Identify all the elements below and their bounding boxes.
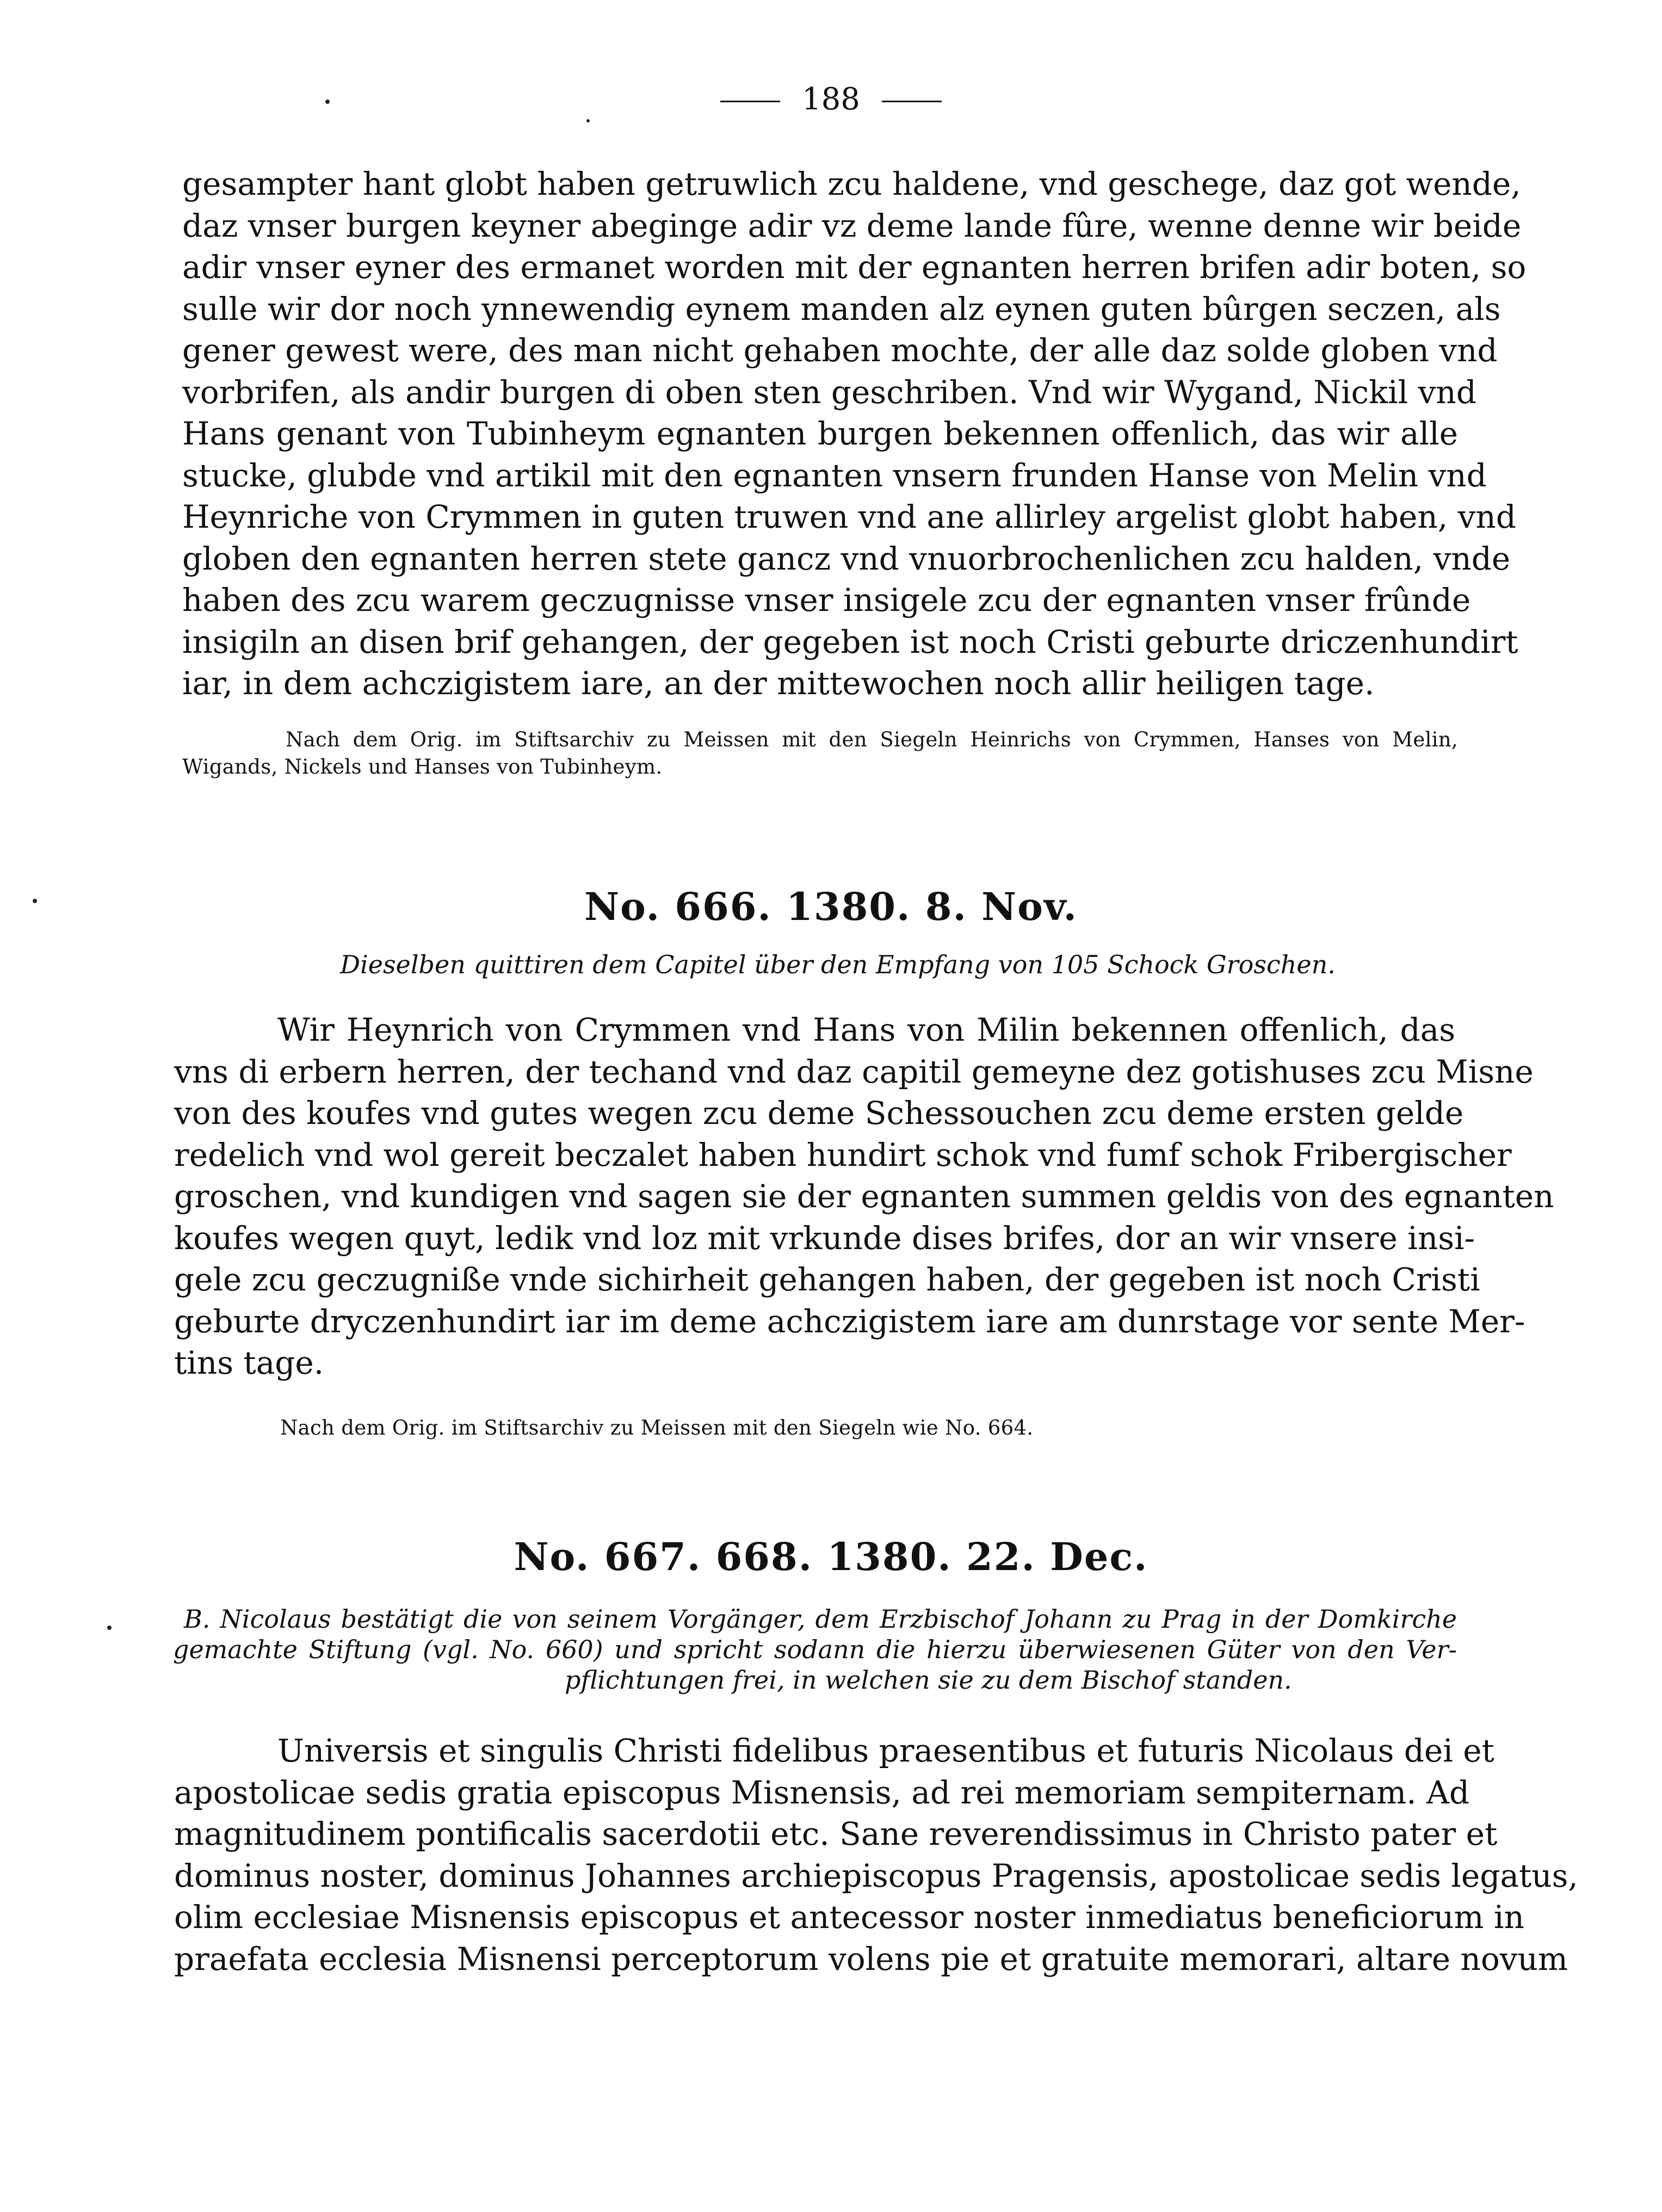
continuation-text xyxy=(182,163,1527,705)
page-number: 188 xyxy=(802,82,860,117)
text-line: insigiln an disen brif gehangen, der gegeben ist noch Cristi geburte driczenhundirt xyxy=(182,623,1518,660)
text-line: von des koufes vnd gutes wegen zcu deme Schessouchen zcu deme ersten gelde xyxy=(174,1095,1464,1132)
text-line: gener gewest were, des man nicht gehaben mochte, der alle daz solde globen vnd xyxy=(182,332,1498,369)
text-line: Hans genant von Tubinheym egnanten burgen bekennen offenlich, das wir alle xyxy=(182,415,1458,452)
text-line: stucke, glubde vnd artikil mit den egnanten vnsern frunden Hanse von Melin vnd xyxy=(182,456,1487,494)
note-line: Nach dem Orig. im Stiftsarchiv zu Meissen mit den Siegeln Heinrichs von Crymmen, Hanses von Melin, xyxy=(286,728,1458,751)
summary-text xyxy=(173,1604,1457,1695)
text-line: Universis et singulis Christi fidelibus praesentibus et futuris Nicolaus dei et xyxy=(277,1732,1494,1769)
scan-speck xyxy=(586,119,590,122)
summary-text: Dieselben quittiren dem Capitel über den Empfang von 105 Schock Groschen. xyxy=(340,950,1336,979)
text-line: Wir Heynrich von Crymmen vnd Hans von Milin bekennen offenlich, das xyxy=(277,1011,1455,1048)
text-line: redelich vnd wol gereit beczalet haben hundirt schok vnd fumf schok Fribergischer xyxy=(174,1136,1512,1173)
document-note-666 xyxy=(280,1414,1455,1442)
text-line: koufes wegen quyt, ledik vnd loz mit vrkunde dises brifes, dor an wir vnsere insi- xyxy=(174,1219,1475,1257)
document-paragraph xyxy=(174,1009,1554,1384)
text-line: iar, in dem achczigistem iare, an der mittewochen noch allir heiligen tage. xyxy=(182,665,1375,702)
document-paragraph xyxy=(174,1730,1578,1980)
document-heading-666: No. 666. 1380. 8. Nov. xyxy=(584,884,1078,929)
text-line: groschen, vnd kundigen vnd sagen sie der egnanten summen geldis von des egnanten xyxy=(174,1178,1554,1215)
text-line: olim ecclesiae Misnensis episcopus et antecessor noster inmediatus beneficiorum in xyxy=(174,1899,1524,1936)
text-line: gele zcu geczugniße vnde sichirheit gehangen haben, der gegeben ist noch Cristi xyxy=(174,1261,1480,1298)
source-note: Nach dem Orig. im Stiftsarchiv zu Meissen mit den Siegeln wie No. 664. xyxy=(280,1416,1034,1439)
text-line: vns di erbern herren, der techand vnd daz capitil gemeyne dez gotishuses zcu Misne xyxy=(174,1053,1534,1090)
text-line: vorbrifen, als andir burgen di oben sten geschriben. Vnd wir Wygand, Nickil vnd xyxy=(182,373,1476,411)
summary-line: B. Nicolaus bestätigt die von seinem Vorgänger, dem Erzbischof Johann zu Prag in der Domkirche xyxy=(184,1604,1457,1634)
text-line: apostolicae sedis gratia episcopus Misnensis, ad rei memoriam sempiternam. Ad xyxy=(174,1774,1470,1811)
document-summary-666 xyxy=(313,949,1363,980)
summary-line: pflichtungen frei, in welchen sie zu dem Bischof standen. xyxy=(565,1665,1292,1695)
text-line: praefata ecclesia Misnensi perceptorum volens pie et gratuite memorari, altare novum xyxy=(174,1940,1568,1978)
page-number-header xyxy=(0,82,1662,117)
text-line: magnitudinem pontificalis sacerdotii etc. Sane reverendissimus in Christo pater et xyxy=(174,1815,1498,1852)
text-line: Heynriche von Crymmen in guten truwen vnd ane allirley argelist globt haben, vnd xyxy=(182,498,1516,535)
document-body-667-668 xyxy=(174,1730,1578,1980)
text-line: sulle wir dor noch ynnewendig eynem manden alz eynen guten bûrgen seczen, als xyxy=(182,290,1501,328)
continuation-paragraph xyxy=(182,163,1527,705)
text-line: geburte dryczenhundirt iar im deme achczigistem iare am dunrstage vor sente Mer- xyxy=(174,1302,1525,1340)
document-summary-667-668 xyxy=(173,1604,1457,1695)
text-line: dominus noster, dominus Johannes archiepiscopus Pragensis, apostolicae sedis legatus, xyxy=(174,1857,1578,1894)
document-body-666 xyxy=(174,1009,1554,1384)
continuation-source-note xyxy=(182,726,1458,781)
text-line: haben des zcu warem geczugnisse vnser insigele zcu der egnanten vnser frûnde xyxy=(182,582,1471,619)
summary-line: gemachte Stiftung (vgl. No. 660) und spricht sodann die hierzu überwiesenen Güter von den Ver- xyxy=(173,1635,1457,1664)
text-line: tins tage. xyxy=(174,1344,324,1381)
scan-speck xyxy=(107,1626,112,1630)
note-line: Wigands, Nickels und Hanses von Tubinheym. xyxy=(182,755,663,778)
source-note xyxy=(182,726,1458,781)
text-line: gesampter hant globt haben getruwlich zcu haldene, vnd geschege, daz got wende, xyxy=(182,165,1521,202)
text-line: globen den egnanten herren stete gancz vnd vnuorbrochenlichen zcu halden, vnde xyxy=(182,540,1511,577)
header-dash-left xyxy=(720,101,780,102)
text-line: daz vnser burgen keyner abeginge adir vz deme lande fûre, wenne denne wir beide xyxy=(182,207,1522,244)
text-line: adir vnser eyner des ermanet worden mit der egnanten herren brifen adir boten, so xyxy=(182,249,1527,286)
document-heading-667-668: No. 667. 668. 1380. 22. Dec. xyxy=(514,1534,1148,1579)
header-dash-right xyxy=(882,101,942,102)
